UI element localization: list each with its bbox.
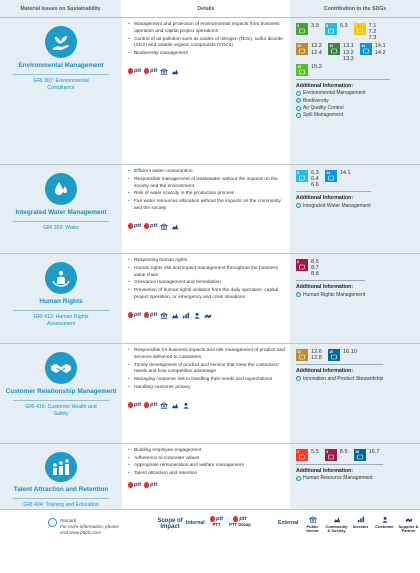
gri-reference: GRI 416: Customer Health and Safety	[13, 400, 109, 418]
details-cell	[128, 169, 286, 235]
sdg-target: 12.6	[311, 349, 322, 355]
legend-label: PTT	[212, 522, 221, 527]
link-circle-icon	[296, 376, 301, 381]
scope-icons	[128, 217, 286, 235]
issue-name: Talent Attraction and Retention	[13, 486, 109, 494]
ptt-flame-icon	[144, 402, 149, 408]
sdg-target: 13.1	[342, 43, 354, 50]
ptt-logo: ptt	[144, 223, 157, 229]
issue-cell	[0, 444, 122, 509]
legend-internal-item	[210, 516, 223, 527]
scope-icons	[128, 396, 286, 414]
detail-item: • Appropriate remuneration and welfare management	[128, 463, 286, 470]
sdg-targets	[340, 449, 348, 455]
sdg-8-icon	[296, 259, 308, 271]
issue-cell	[0, 254, 122, 343]
sdg-target: 12.2	[311, 43, 322, 50]
ptt-flame-icon	[128, 68, 133, 74]
sdg-target: 8.7	[311, 265, 319, 272]
detail-item: • Management and protection of environmental impacts from business operation and capital project operations	[128, 22, 286, 36]
gri-reference: GRI 404: Training and Education	[13, 498, 109, 509]
issue-name: Human Rights	[39, 298, 83, 305]
water-drop-icon	[45, 173, 77, 205]
header-material-issues: Material Issues on Sustainability	[0, 0, 122, 17]
svg-text:16: 16	[354, 450, 359, 455]
sdg-target: 6.3	[339, 23, 348, 29]
sdg-target: 6.6	[311, 182, 319, 189]
gri-reference: GRI 303: Water	[13, 221, 109, 232]
details-list	[128, 22, 286, 58]
sdg-12-icon	[296, 43, 308, 55]
sdg-target: 12.8	[311, 355, 322, 362]
additional-info-label: Air Quality Control	[303, 105, 344, 112]
detail-item: • Respecting human rights	[128, 258, 286, 265]
sdg-6-icon	[325, 23, 337, 35]
additional-info-label: Innovation and Product Stewardship	[303, 375, 384, 382]
issue-name: Integrated Water Management	[15, 209, 107, 216]
ptt-logo: ptt	[144, 68, 157, 74]
issue-name: Environmental Management	[18, 62, 104, 69]
community-icon	[171, 62, 179, 80]
svg-text:13: 13	[329, 44, 333, 49]
additional-info-link[interactable]	[296, 376, 383, 382]
additional-info-link[interactable]	[296, 98, 390, 104]
issue-name: Customer Relationship Management	[5, 388, 117, 395]
ptt-flame-icon	[128, 402, 133, 408]
sdg-targets	[340, 23, 348, 29]
ptt-logo: ptt	[233, 516, 246, 522]
link-circle-icon	[296, 476, 301, 481]
footer	[0, 510, 420, 573]
ptt-flame-icon	[128, 312, 133, 318]
additional-info-label: Environmental Management	[303, 90, 366, 97]
community-icon	[171, 306, 179, 324]
issue-row	[0, 254, 420, 344]
sdg-target: 16.10	[342, 349, 357, 355]
sdg-target: 3.9	[311, 23, 319, 29]
legend-label: Customer	[375, 523, 394, 529]
sdg-targets	[343, 349, 357, 355]
details-cell	[128, 22, 286, 80]
ptt-logo: ptt	[144, 482, 157, 488]
supplier-icon	[204, 306, 212, 324]
issue-cell	[0, 344, 122, 443]
detail-item: • Fair water resources allocation without the impacts on the community and the society	[128, 199, 286, 213]
details-list	[128, 348, 286, 392]
sdg-target: 15.2	[311, 63, 322, 70]
community-icon	[171, 396, 179, 414]
sdg-row	[296, 349, 383, 361]
sdg-targets	[369, 449, 380, 455]
sdg-12-icon	[296, 349, 308, 361]
detail-item: • Adherence to corporate values	[128, 456, 286, 463]
ptt-flame-icon	[128, 482, 133, 488]
sdg-targets	[343, 43, 354, 61]
scope-of-impact-title: Scope of Impact	[157, 518, 183, 530]
sdg-target: 7.1	[368, 23, 377, 29]
plant-hand-icon	[45, 26, 77, 58]
sdg-target: 14.1	[339, 170, 351, 176]
sdg-target: 13.2	[342, 49, 354, 56]
sdg-targets	[311, 449, 319, 455]
sdg-14-icon	[360, 43, 372, 55]
additional-info-link[interactable]	[296, 105, 390, 111]
sdg-cell	[290, 165, 420, 253]
detail-item: • Human rights risk and impact management throughout the business value chain	[128, 266, 286, 280]
svg-text:5: 5	[297, 450, 300, 455]
svg-text:6: 6	[297, 171, 300, 176]
sdg-targets	[311, 43, 322, 55]
detail-item: • Grievance management and remediation	[128, 280, 286, 287]
human-rights-icon	[45, 262, 77, 294]
sdg-target: 6.3	[311, 170, 319, 176]
sdg-row	[296, 170, 371, 188]
additional-info-label: Integrated Water Management	[303, 202, 371, 209]
additional-info-link[interactable]	[296, 292, 365, 298]
details-cell	[128, 258, 286, 324]
gri-reference: GRI 307: Environmental Compliance	[13, 74, 109, 92]
public-icon	[160, 62, 168, 80]
sdg-targets	[311, 23, 319, 29]
detail-item: • Prevention of human rights violation from the daily operation, capital project operation, or emergency and crisis situations	[128, 288, 286, 302]
legend-external-item	[350, 516, 371, 534]
detail-item: • Managing customer risk in handling their needs and expectations	[128, 377, 286, 384]
external-scope-items	[302, 516, 419, 534]
legend-label: Community & Society	[325, 523, 348, 534]
public-icon	[160, 396, 168, 414]
svg-text:15: 15	[297, 65, 301, 70]
community-icon	[171, 217, 179, 235]
sdg-target: 5.5	[311, 449, 319, 455]
ptt-flame-icon	[144, 312, 149, 318]
legend-internal-item	[229, 516, 251, 527]
sdg-15-icon	[296, 64, 308, 76]
ptt-logo: ptt	[128, 482, 141, 488]
gri-reference: GRI 412: Human Rights Assessment	[13, 310, 109, 328]
internal-label: Internal	[186, 520, 205, 526]
detail-item: • Handling customer privacy	[128, 385, 286, 392]
details-cell	[128, 448, 286, 488]
details-list	[128, 448, 286, 478]
ptt-logo: ptt	[128, 223, 141, 229]
svg-text:12: 12	[297, 350, 301, 355]
legend-external-item	[326, 516, 347, 534]
customer-icon	[193, 306, 201, 324]
ptt-logo: ptt	[210, 516, 223, 522]
sdg-target: 13.3	[342, 55, 354, 62]
additional-info-title: Additional Information:	[296, 280, 365, 290]
detail-item: • Responsible management of wastewater without the impacts on the society and the environment	[128, 177, 286, 191]
additional-info-label: Biodiversity	[303, 97, 329, 104]
detail-item: • Biodiversity management	[128, 51, 286, 58]
sdg-target: 7.3	[368, 35, 377, 42]
sdg-targets	[375, 43, 386, 55]
sdg-row	[296, 23, 390, 41]
additional-info-link[interactable]	[296, 203, 371, 209]
investor-icon	[182, 306, 190, 324]
sdg-row	[296, 43, 390, 61]
svg-text:12: 12	[297, 44, 301, 49]
sdg-targets	[340, 170, 351, 176]
link-circle-icon	[296, 203, 301, 208]
sdg-targets	[311, 349, 322, 361]
sdg-cell	[290, 254, 420, 343]
sdg-16-icon	[354, 449, 366, 461]
legend-external-item	[374, 516, 395, 534]
ptt-logo: ptt	[128, 68, 141, 74]
link-circle-icon	[296, 91, 301, 96]
link-circle-icon	[296, 98, 301, 103]
additional-info-title: Additional Information:	[296, 464, 383, 474]
sdg-8-icon	[325, 449, 337, 461]
svg-text:7: 7	[354, 24, 357, 29]
internal-scope-items	[210, 516, 251, 527]
details-list	[128, 169, 286, 213]
sdg-row	[296, 64, 390, 76]
sdg-targets	[369, 23, 377, 41]
ptt-flame-icon	[144, 482, 149, 488]
sdg-target: 8.8	[311, 271, 319, 278]
link-circle-icon	[296, 292, 301, 297]
ptt-logo: ptt	[128, 312, 141, 318]
additional-info-title: Additional Information:	[296, 79, 390, 89]
sdg-targets	[311, 170, 319, 188]
legend-external-item	[302, 516, 323, 534]
additional-info-link[interactable]	[296, 112, 390, 118]
sdg-cell	[290, 18, 420, 164]
scope-icons	[128, 62, 286, 80]
detail-item: • Responsible for business impacts and risk management of product and services delivered to customers	[128, 348, 286, 362]
external-label: External	[278, 520, 299, 526]
remark-title: Remark:	[60, 518, 78, 523]
sdg-row	[296, 449, 383, 461]
detail-item: • Control of air pollution such as oxides of nitrogen (NOx), sulfur dioxide (SO2) and volatile organic compounds (VOCs)	[128, 37, 286, 51]
legend-label: PTT Group	[229, 522, 251, 527]
sdg-target: 7.2	[368, 29, 377, 36]
additional-info-link[interactable]	[296, 90, 390, 96]
sdg-target: 12.4	[311, 49, 322, 56]
link-circle-icon	[296, 106, 301, 111]
sdg-target: 14.1	[374, 43, 386, 50]
additional-info-label: Spill Management	[303, 112, 344, 119]
detail-item: • Efficient water consumption	[128, 169, 286, 176]
ptt-flame-icon	[144, 223, 149, 229]
customer-icon	[182, 396, 190, 414]
header-details: Details	[197, 5, 215, 12]
sdg-target: 8.5	[311, 259, 319, 265]
svg-text:14: 14	[325, 171, 330, 176]
additional-info-label: Human Rights Management	[303, 291, 366, 298]
legend-label: Supplier & Partner	[398, 523, 419, 534]
handshake-icon	[45, 352, 77, 384]
additional-info-title: Additional Information:	[296, 364, 383, 374]
additional-info-label: Human Resource Management	[303, 475, 373, 482]
svg-text:3: 3	[297, 24, 300, 29]
issue-cell	[0, 165, 122, 253]
sdg-target: 14.2	[374, 49, 386, 56]
sdg-16-icon	[328, 349, 340, 361]
additional-info-title: Additional Information:	[296, 191, 371, 201]
public-icon	[160, 217, 168, 235]
issue-row	[0, 344, 420, 444]
scope-icons	[128, 482, 286, 488]
sdg-6-icon	[296, 170, 308, 182]
svg-text:8: 8	[325, 450, 328, 455]
svg-text:8: 8	[297, 260, 300, 265]
sdg-5-icon	[296, 449, 308, 461]
sdg-13-icon	[328, 43, 340, 55]
issue-cell	[0, 18, 122, 164]
additional-info-link[interactable]	[296, 475, 383, 481]
svg-text:6: 6	[325, 24, 328, 29]
details-list	[128, 258, 286, 302]
header-sdg-contribution: Contribution to the SDGs	[290, 0, 420, 17]
remark-text: For more information, please visit www.pttplc.com	[60, 523, 119, 535]
globe-icon	[48, 518, 57, 527]
sdg-targets	[311, 259, 319, 277]
ptt-logo: ptt	[144, 312, 157, 318]
public-icon	[160, 306, 168, 324]
sdg-target: 8.5	[339, 449, 348, 455]
link-circle-icon	[296, 113, 301, 118]
sdg-target: 6.4	[311, 176, 319, 183]
table-header	[0, 0, 420, 18]
sdg-cell	[290, 444, 420, 509]
sdg-cell	[290, 344, 420, 443]
ptt-logo: ptt	[128, 402, 141, 408]
sdg-target: 16.7	[368, 449, 380, 455]
issue-row	[0, 165, 420, 254]
legend-label: Investor	[352, 523, 369, 529]
svg-text:14: 14	[360, 44, 365, 49]
issue-row	[0, 444, 420, 510]
people-growth-icon	[45, 452, 77, 482]
ptt-logo: ptt	[144, 402, 157, 408]
svg-text:16: 16	[329, 350, 333, 355]
legend-external-item	[398, 516, 419, 534]
legend-label: Public Sector	[306, 523, 319, 534]
sdg-3-icon	[296, 23, 308, 35]
sdg-7-icon	[354, 23, 366, 35]
scope-icons	[128, 306, 286, 324]
detail-item: • Timely development of product and service that meet the customers' needs and how competitive advantage	[128, 363, 286, 377]
sdg-row	[296, 259, 365, 277]
detail-item: • Risk of water scarcity in the production process	[128, 191, 286, 198]
sdg-targets	[311, 64, 322, 70]
detail-item: • Building employee engagement	[128, 448, 286, 455]
ptt-flame-icon	[144, 68, 149, 74]
details-cell	[128, 348, 286, 414]
ptt-flame-icon	[128, 223, 133, 229]
sdg-14-icon	[325, 170, 337, 182]
issue-row	[0, 18, 420, 165]
detail-item: • Talent attraction and retention	[128, 471, 286, 478]
